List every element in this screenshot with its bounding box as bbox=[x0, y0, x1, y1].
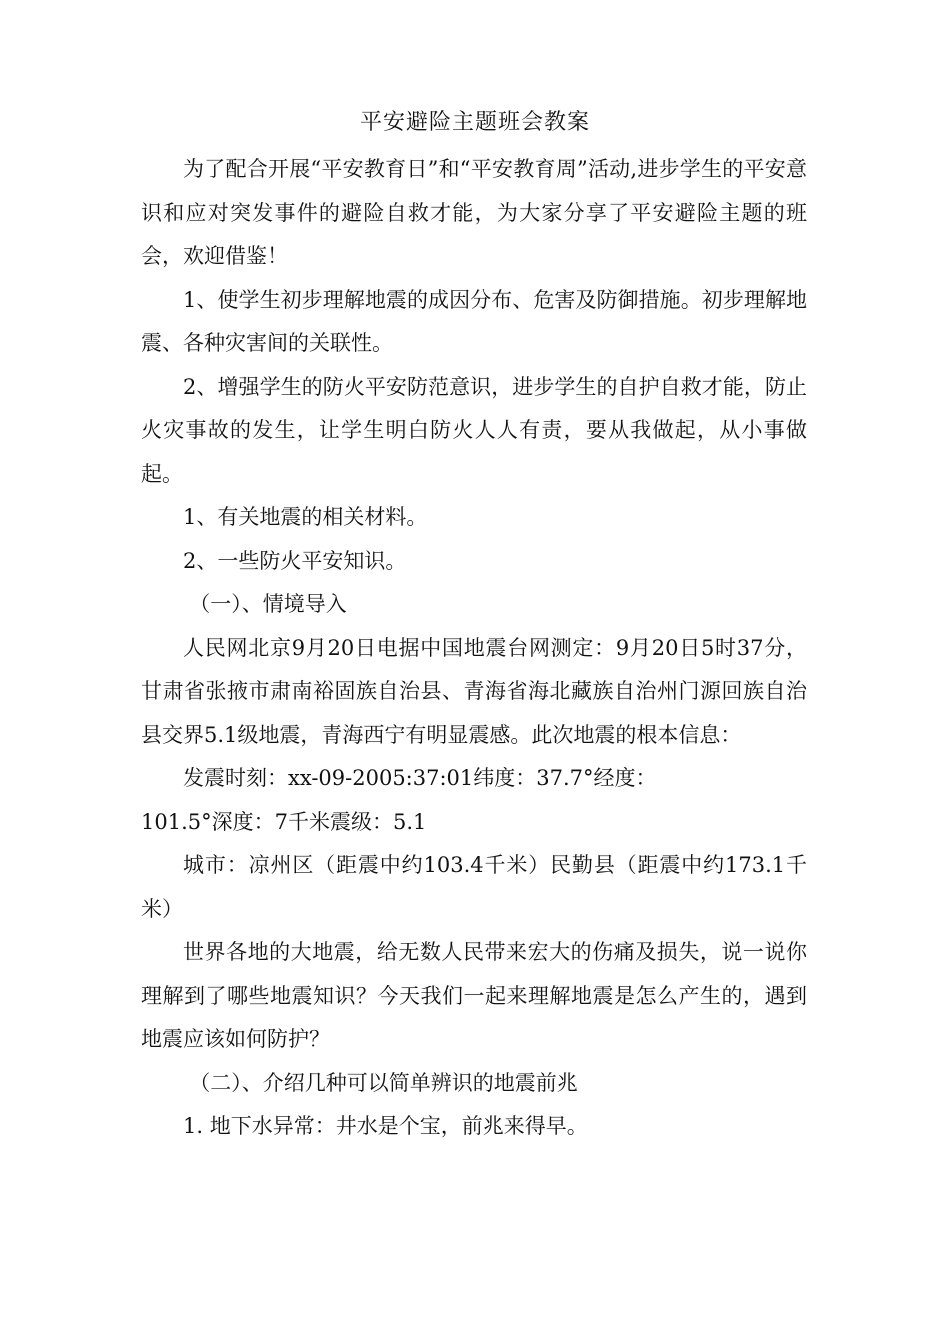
section-heading-2: （二）、介绍几种可以简单辨识的地震前兆 bbox=[189, 1070, 578, 1095]
quake-depth-paragraph: 101.5°深度：7千米震级：5.1 bbox=[141, 809, 427, 834]
material-1-paragraph: 1、有关地震的相关材料。 bbox=[183, 505, 428, 529]
document-title: 平安避险主题班会教案 bbox=[359, 110, 590, 135]
news-paragraph: 人民网北京9月20日电据中国地震台网测定：9月20日5时37分，甘肃省张掖市肃南裕固族自治县、青海省海北藏族自治州门源回族自治县交界5.1级地震，青海西宁有明显震感。此次地震的根本信息： bbox=[141, 635, 807, 747]
intro-paragraph: 为了配合开展“平安教育日”和“平安教育周”活动,进步学生的平安意识和应对突发事件的避险自救才能，为大家分享了平安避险主题的班会，欢迎借鉴！ bbox=[141, 157, 807, 268]
precursor-1-paragraph: 1. 地下水异常：井水是个宝，前兆来得早。 bbox=[183, 1114, 588, 1138]
objective-2-paragraph: 2、增强学生的防火平安防范意识，进步学生的自护自救才能，防止火灾事故的发生，让学生明白防火人人有责，要从我做起，从小事做起。 bbox=[141, 374, 807, 486]
discussion-paragraph: 世界各地的大地震，给无数人民带来宏大的伤痛及损失，说一说你理解到了哪些地震知识？今天我们一起来理解地震是怎么产生的，遇到地震应该如何防护？ bbox=[141, 940, 807, 1051]
quake-time-paragraph: 发震时刻：xx-09-2005:37:01纬度：37.7°经度： bbox=[183, 766, 657, 790]
section-heading-1: （一）、情境导入 bbox=[189, 592, 347, 616]
material-2-paragraph: 2、一些防火平安知识。 bbox=[183, 548, 407, 573]
document-body bbox=[141, 148, 807, 1149]
city-paragraph: 城市：凉州区（距震中约103.4千米）民勤县（距震中约173.1千米） bbox=[141, 853, 807, 921]
objective-1-paragraph: 1、使学生初步理解地震的成因分布、危害及防御措施。初步理解地震、各种灾害间的关联性。 bbox=[141, 287, 807, 355]
